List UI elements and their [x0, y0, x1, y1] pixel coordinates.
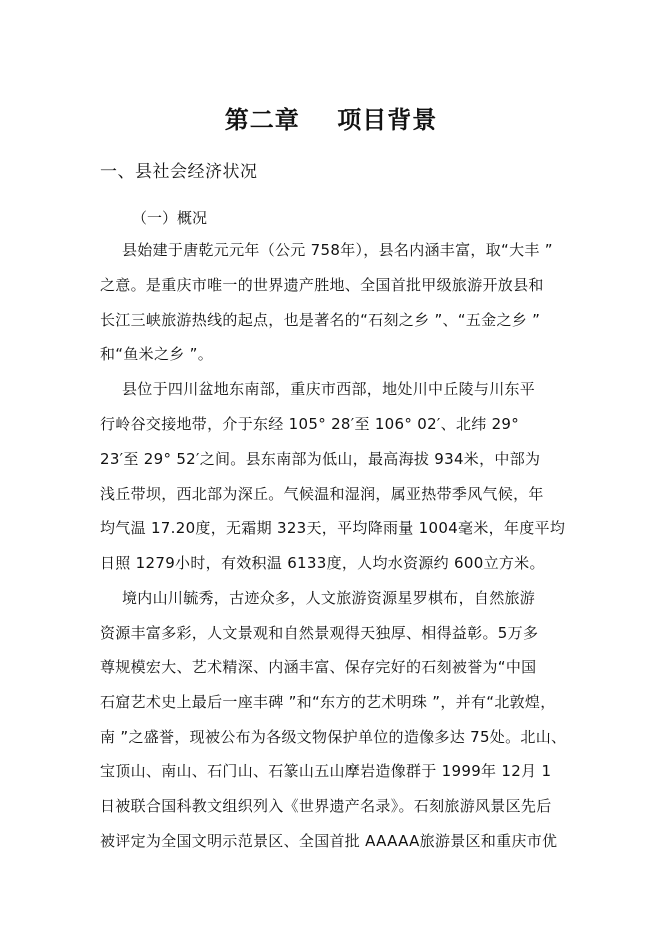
subsection-heading: （一）概况	[132, 209, 208, 227]
paragraph-line: 行岭谷交接地带，介于东经 105° 28′至 106° 02′、北纬 29°	[100, 415, 520, 433]
paragraph-line: 石窟艺术史上最后一座丰碑 ”和“东方的艺术明珠 ”，并有“北敦煌，	[100, 693, 556, 711]
paragraph-line: 县位于四川盆地东南部，重庆市西部，地处川中丘陵与川东平	[122, 380, 536, 398]
paragraph-line: 境内山川毓秀，古迹众多，人文旅游资源星罗棋布，自然旅游	[122, 589, 536, 607]
paragraph-line: 被评定为全国文明示范景区、全国首批 AAAAA旅游景区和重庆市优	[100, 832, 558, 850]
paragraph-line: 南 ”之盛誉，现被公布为各级文物保护单位的造像多达 75处。北山、	[100, 728, 567, 746]
paragraph-line: 宝顶山、南山、石门山、石篆山五山摩岩造像群于 1999年 12月 1	[100, 762, 552, 780]
paragraph-line: 和“鱼米之乡 ”。	[100, 345, 214, 363]
paragraph-line: 23′至 29° 52′之间。县东南部为低山，最高海拔 934米，中部为	[100, 450, 541, 468]
paragraph-line: 县始建于唐乾元元年（公元 758年），县名内涵丰富，取“大丰 ”	[122, 241, 553, 259]
section-heading: 一、县社会经济状况	[100, 162, 258, 182]
paragraph-line: 尊规模宏大、艺术精深、内涵丰富、保存完好的石刻被誉为“中国	[100, 658, 537, 676]
paragraph-line: 之意。是重庆市唯一的世界遗产胜地、全国首批甲级旅游开放县和	[100, 276, 544, 294]
paragraph-line: 日照 1279小时，有效积温 6133度，人均水资源约 600立方米。	[100, 554, 545, 572]
paragraph-line: 日被联合国科教文组织列入《世界遗产名录》。石刻旅游风景区先后	[100, 797, 552, 815]
paragraph-line: 资源丰富多彩，人文景观和自然景观得天独厚、相得益彰。5万多	[100, 624, 539, 642]
paragraph-line: 均气温 17.20度，无霜期 323天，平均降雨量 1004毫米，年度平均	[100, 519, 566, 537]
chapter-title: 第二章 项目背景	[224, 105, 438, 134]
paragraph-line: 浅丘带坝，西北部为深丘。气候温和湿润，属亚热带季风气候，年	[100, 485, 544, 503]
paragraph-line: 长江三峡旅游热线的起点，也是著名的“石刻之乡 ”、“五金之乡 ”	[100, 311, 541, 329]
